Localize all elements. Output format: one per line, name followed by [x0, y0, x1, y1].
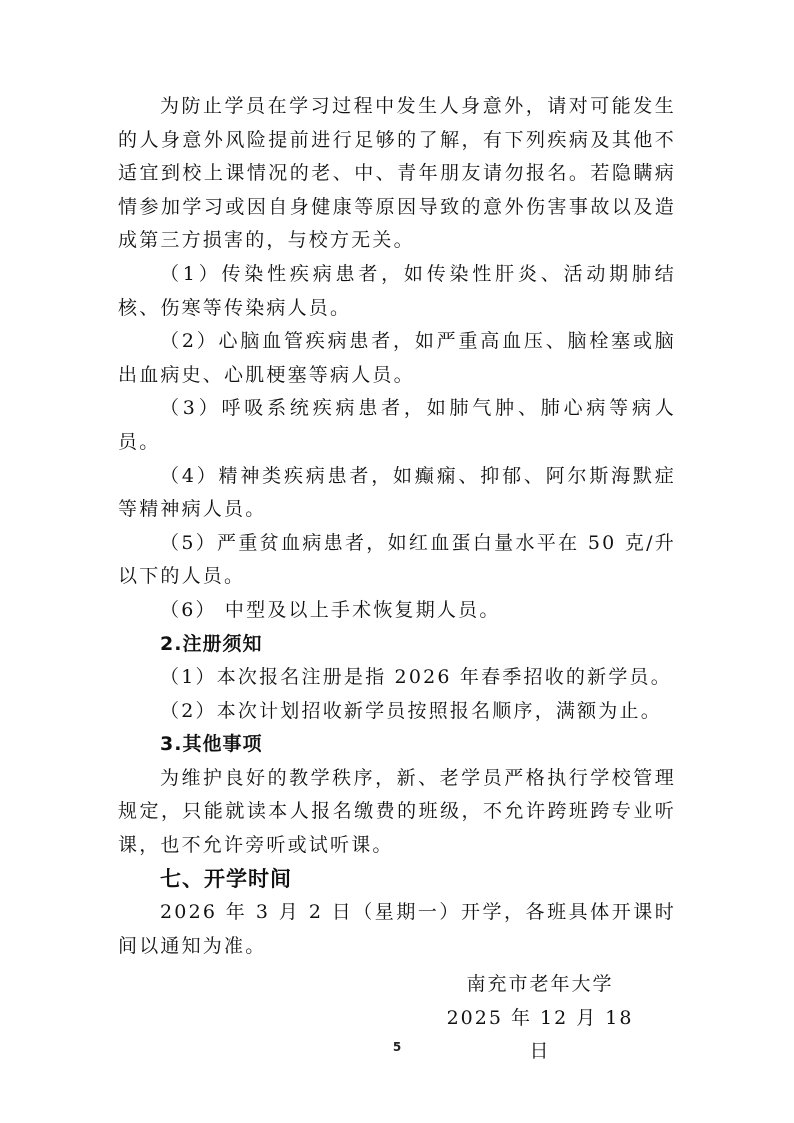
registration-item-2: （2）本次计划招收新学员按照报名顺序，满额为止。 — [160, 699, 662, 722]
condition-item-6: （6） 中型及以上手术恢复期人员。 — [160, 598, 501, 621]
other-paragraph: 为维护良好的教学秩序，新、老学员严格执行学校管理规定，只能就读本人报名缴费的班级，不允许跨班跨专业听课，也不允许旁听或试听课。 — [118, 766, 676, 857]
condition-item-3: （3）呼吸系统疾病患者，如肺气肿、肺心病等病人员。 — [118, 397, 676, 453]
registration-item-1: （1）本次报名注册是指 2026 年春季招收的新学员。 — [160, 666, 672, 689]
condition-item-4: （4）精神类疾病患者，如癫痫、抑郁、阿尔斯海默症等精神病人员。 — [118, 464, 676, 521]
condition-item-5: （5）严重贫血病患者，如红血蛋白量水平在 50 克/升以下的人员。 — [118, 531, 676, 588]
section-heading-opening: 七、开学时间 — [160, 866, 292, 891]
section-heading-registration: 2.注册须知 — [160, 632, 263, 655]
signature-organization: 南充市老年大学 — [466, 973, 614, 995]
condition-item-1: （1）传染性疾病患者，如传染性肝炎、活动期肺结核、伤寒等传染病人员。 — [118, 262, 676, 319]
page-number: 5 — [392, 1040, 402, 1054]
condition-item-2: （2）心脑血管疾病患者，如严重高血压、脑栓塞或脑出血病史、心肌梗塞等病人员。 — [118, 330, 676, 386]
opening-paragraph: 2026 年 3 月 2 日（星期一）开学，各班具体开课时间以通知为准。 — [118, 901, 676, 957]
signature-date: 2025 年 12 月 18 日 — [446, 1006, 634, 1063]
document-body — [118, 90, 676, 963]
section-heading-other: 3.其他事项 — [160, 733, 263, 756]
intro-paragraph: 为防止学员在学习过程中发生人身意外，请对可能发生的人身意外风险提前进行足够的了解，有下列疾病及其他不适宜到校上课情况的老、中、青年朋友请勿报名。若隐瞒病情参加学习或因自身健康等原因导致的意外伤害事故以及造成第三方损害的，与校方无关。 — [118, 95, 676, 252]
